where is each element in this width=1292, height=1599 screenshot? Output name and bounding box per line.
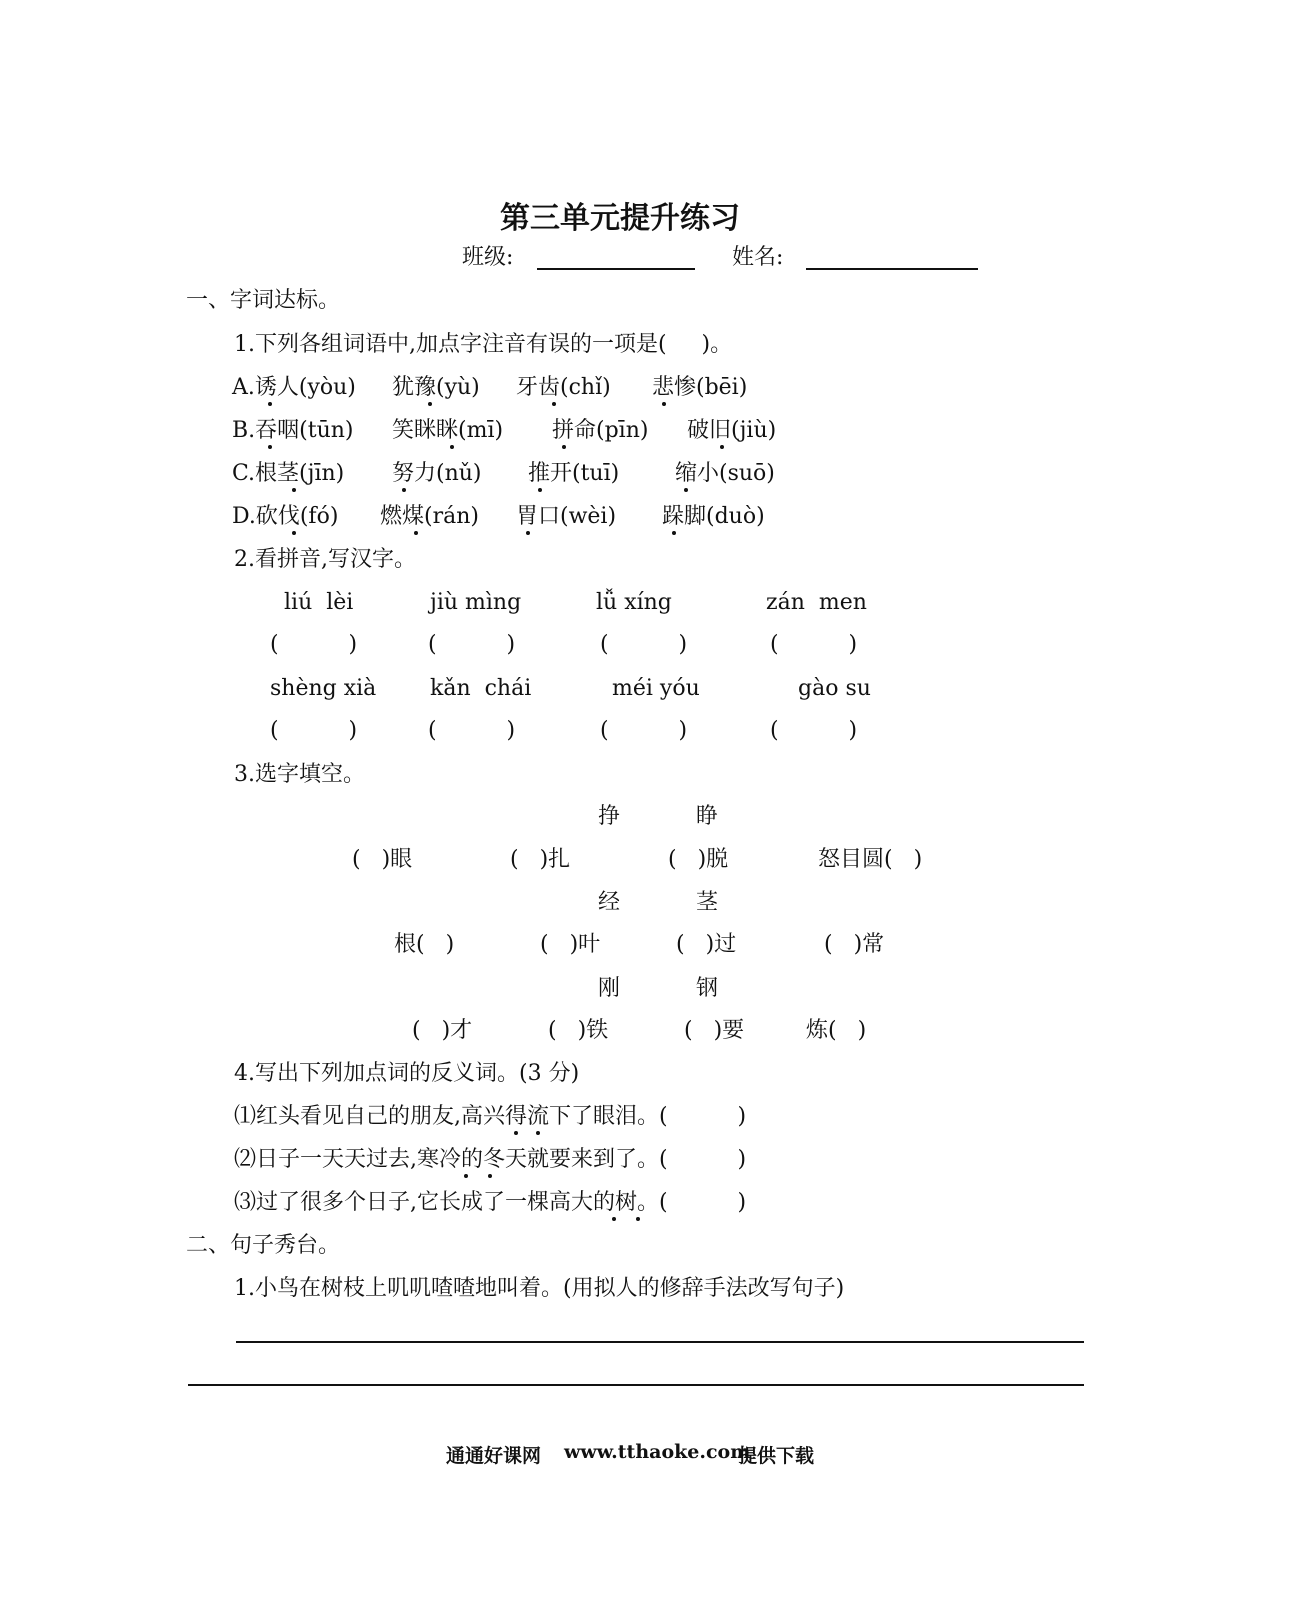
q1-option-b-4: 破旧(jiù) bbox=[687, 418, 777, 443]
emphasis-dot bbox=[488, 1174, 492, 1178]
fill-item[interactable]: ( )眼 bbox=[352, 847, 413, 872]
fill-item[interactable]: ( )要 bbox=[684, 1018, 745, 1043]
emphasis-dot bbox=[402, 488, 406, 492]
q1-option-d-2: 燃煤(rán) bbox=[380, 504, 479, 529]
class-label: 班级: bbox=[462, 245, 514, 270]
pinyin-item: liú lèi bbox=[284, 590, 354, 615]
q1-option-a-2: 犹豫(yù) bbox=[392, 375, 480, 400]
emphasis-dot bbox=[464, 1174, 468, 1178]
q1-option-c-1: C.根茎(jīn) bbox=[232, 461, 345, 486]
footer-download-text: 提供下载 bbox=[738, 1445, 815, 1467]
emphasis-dot bbox=[562, 445, 566, 449]
emphasis-dot bbox=[514, 1131, 518, 1135]
q1-option-b-1: B.吞咽(tūn) bbox=[232, 418, 354, 443]
q1-option-a-3: 牙齿(chǐ) bbox=[516, 375, 611, 400]
answer-paren[interactable]: ( ) bbox=[600, 632, 688, 657]
fill-item[interactable]: ( )叶 bbox=[540, 932, 601, 957]
q1-prompt: 1.下列各组词语中,加点字注音有误的一项是( )。 bbox=[234, 332, 733, 357]
choice-char: 睁 bbox=[696, 804, 719, 829]
q1-option-d-3: 胃口(wèi) bbox=[516, 504, 617, 529]
emphasis-dot bbox=[450, 445, 454, 449]
choice-char: 经 bbox=[598, 890, 621, 915]
emphasis-dot bbox=[414, 531, 418, 535]
section1-heading: 一、字词达标。 bbox=[186, 288, 341, 313]
emphasis-dot bbox=[684, 488, 688, 492]
answer-paren[interactable]: ( ) bbox=[600, 718, 688, 743]
choice-char: 刚 bbox=[598, 976, 621, 1001]
choice-char: 茎 bbox=[696, 890, 719, 915]
q4-item[interactable]: ⑵日子一天天过去,寒冷的冬天就要来到了。( ) bbox=[234, 1147, 747, 1172]
fill-item[interactable]: ( )过 bbox=[676, 932, 737, 957]
answer-line[interactable] bbox=[188, 1384, 1084, 1386]
emphasis-dot bbox=[612, 1217, 616, 1221]
q4-item[interactable]: ⑶过了很多个日子,它长成了一棵高大的树。( ) bbox=[234, 1190, 747, 1215]
s2-q1-prompt: 1.小鸟在树枝上叽叽喳喳地叫着。(用拟人的修辞手法改写句子) bbox=[234, 1276, 845, 1301]
name-label: 姓名: bbox=[732, 245, 784, 270]
choice-char: 钢 bbox=[696, 976, 719, 1001]
fill-item[interactable]: ( )铁 bbox=[548, 1018, 609, 1043]
section2-heading: 二、句子秀台。 bbox=[186, 1233, 341, 1258]
pinyin-item: lǚ xíng bbox=[596, 590, 672, 615]
answer-paren[interactable]: ( ) bbox=[428, 718, 516, 743]
q1-option-c-2: 努力(nǔ) bbox=[392, 461, 482, 486]
page-title: 第三单元提升练习 bbox=[500, 201, 740, 236]
answer-paren[interactable]: ( ) bbox=[270, 632, 358, 657]
name-blank[interactable] bbox=[806, 268, 978, 270]
q1-option-c-4: 缩小(suō) bbox=[675, 461, 775, 486]
q2-prompt: 2.看拼音,写汉字。 bbox=[234, 547, 416, 572]
answer-paren[interactable]: ( ) bbox=[428, 632, 516, 657]
fill-item[interactable]: ( )扎 bbox=[510, 847, 571, 872]
emphasis-dot bbox=[292, 488, 296, 492]
q1-option-a-4: 悲惨(bēi) bbox=[652, 375, 748, 400]
q1-option-c-3: 推开(tuī) bbox=[528, 461, 620, 486]
emphasis-dot bbox=[662, 402, 666, 406]
q1-option-b-3: 拼命(pīn) bbox=[552, 418, 649, 443]
footer-site-name: 通通好课网 bbox=[446, 1445, 542, 1467]
answer-paren[interactable]: ( ) bbox=[770, 632, 858, 657]
q4-prompt: 4.写出下列加点词的反义词。(3 分) bbox=[234, 1061, 580, 1086]
fill-item[interactable]: 炼( ) bbox=[806, 1018, 867, 1043]
emphasis-dot bbox=[636, 1217, 640, 1221]
pinyin-item: zán men bbox=[766, 590, 867, 615]
class-blank[interactable] bbox=[537, 268, 695, 270]
fill-item[interactable]: 根( ) bbox=[394, 932, 455, 957]
fill-item[interactable]: ( )才 bbox=[412, 1018, 473, 1043]
emphasis-dot bbox=[672, 531, 676, 535]
pinyin-item: gào su bbox=[798, 676, 871, 701]
fill-item[interactable]: ( )常 bbox=[824, 932, 885, 957]
q3-prompt: 3.选字填空。 bbox=[234, 762, 365, 787]
emphasis-dot bbox=[292, 531, 296, 535]
answer-paren[interactable]: ( ) bbox=[270, 718, 358, 743]
q1-option-b-2: 笑眯眯(mī) bbox=[392, 418, 504, 443]
emphasis-dot bbox=[538, 488, 542, 492]
q1-option-d-1: D.砍伐(fó) bbox=[232, 504, 339, 529]
pinyin-item: shèng xià bbox=[270, 676, 377, 701]
q1-option-d-4: 跺脚(duò) bbox=[662, 504, 765, 529]
emphasis-dot bbox=[268, 402, 272, 406]
emphasis-dot bbox=[552, 402, 556, 406]
emphasis-dot bbox=[526, 531, 530, 535]
emphasis-dot bbox=[536, 1131, 540, 1135]
pinyin-item: méi yóu bbox=[612, 676, 700, 701]
emphasis-dot bbox=[428, 402, 432, 406]
emphasis-dot bbox=[268, 445, 272, 449]
answer-line[interactable] bbox=[236, 1341, 1084, 1343]
emphasis-dot bbox=[720, 445, 724, 449]
fill-item[interactable]: ( )脱 bbox=[668, 847, 729, 872]
q4-item[interactable]: ⑴红头看见自己的朋友,高兴得流下了眼泪。( ) bbox=[234, 1104, 747, 1129]
q1-option-a-1: A.诱人(yòu) bbox=[232, 375, 356, 400]
pinyin-item: jiù mìng bbox=[430, 590, 522, 615]
answer-paren[interactable]: ( ) bbox=[770, 718, 858, 743]
footer-url[interactable]: www.tthaoke.com bbox=[564, 1441, 751, 1463]
fill-item[interactable]: 怒目圆( ) bbox=[818, 847, 923, 872]
choice-char: 挣 bbox=[598, 804, 621, 829]
pinyin-item: kǎn chái bbox=[430, 676, 532, 701]
